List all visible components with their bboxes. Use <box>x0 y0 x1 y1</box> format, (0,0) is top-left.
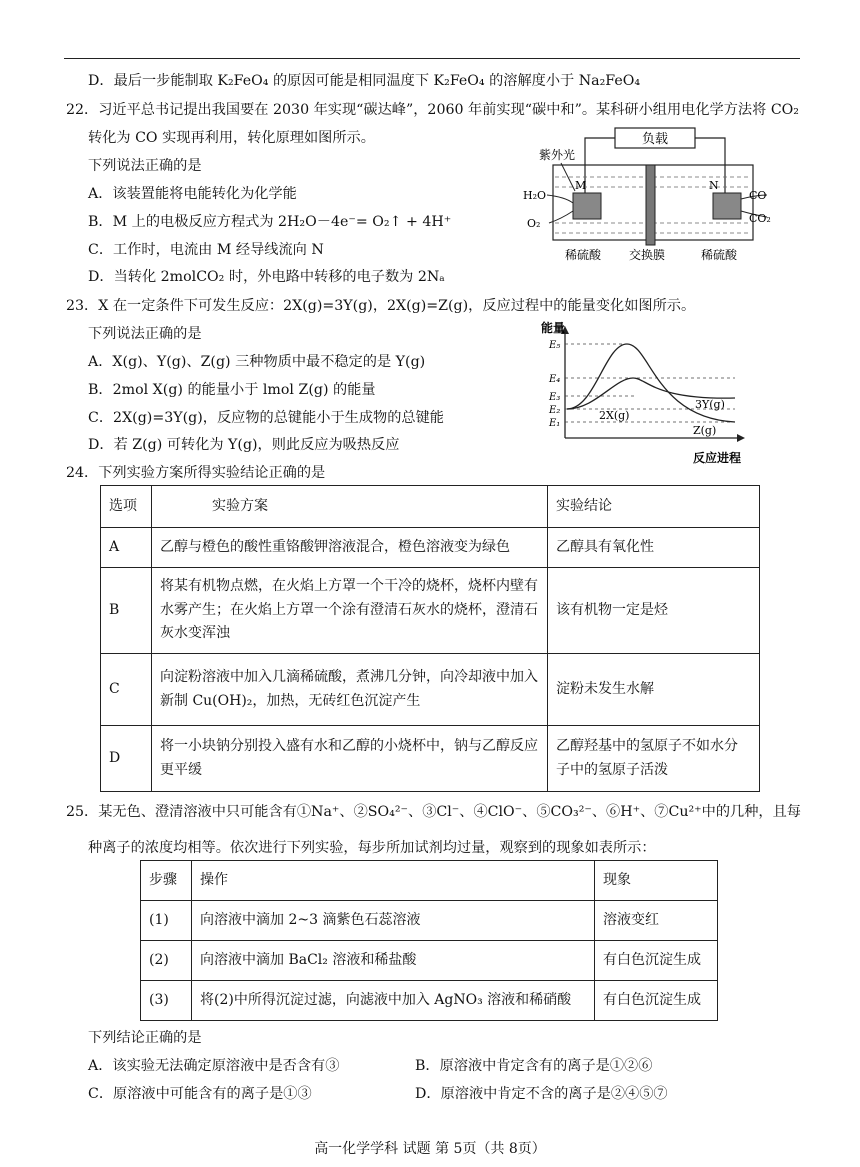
q24-row <box>101 726 760 792</box>
header-rule <box>64 58 800 59</box>
q24-row-opt: B <box>101 568 152 654</box>
o2-label: O₂ <box>527 217 541 230</box>
acid-left-label: 稀硫酸 <box>565 248 602 262</box>
exchange-membrane <box>646 165 655 245</box>
electrolysis-diagram <box>505 125 785 265</box>
q23-option-d[interactable]: D．若 Z(g) 可转化为 Y(g)，则此反应为吸热反应 <box>88 437 400 453</box>
q24-table <box>100 485 760 792</box>
q24-row-conclusion: 该有机物一定是烃 <box>548 568 760 654</box>
q23-stem: 23．X 在一定条件下可发生反应：2X(g)=3Y(g)，2X(g)=Z(g)，反应过程中的能量变化如图所示。 <box>66 298 696 314</box>
q25-header-observation: 现象 <box>595 861 718 901</box>
q22-option-c[interactable]: C．工作时，电流由 M 经导线流向 N <box>88 242 324 258</box>
m-label: M <box>575 179 587 192</box>
q23-option-b[interactable]: B．2mol X(g) 的能量小于 lmol Z(g) 的能量 <box>88 382 376 398</box>
energy-diagram <box>535 318 760 468</box>
co2-label: CO₂ <box>749 212 771 225</box>
acid-right-label: 稀硫酸 <box>701 248 738 262</box>
electrode-m <box>573 193 601 219</box>
q25-row-operation: 向溶液中滴加 2~3 滴紫色石蕊溶液 <box>192 901 595 941</box>
q25-row <box>141 901 718 941</box>
e1-label: E₁ <box>549 418 561 429</box>
q22-option-d[interactable]: D．当转化 2molCO₂ 时，外电路中转移的电子数为 2Nₐ <box>88 269 445 285</box>
q25-row <box>141 941 718 981</box>
q25-stem-line2: 种离子的浓度均相等。依次进行下列实验，每步所加试剂均过量，观察到的现象如表所示： <box>88 840 656 856</box>
q24-row-conclusion: 淀粉未发生水解 <box>548 654 760 726</box>
q24-row-opt: A <box>101 528 152 568</box>
q24-row-plan: 将一小块钠分别投入盛有水和乙醇的小烧杯中，钠与乙醇反应更平缓 <box>152 726 548 792</box>
q24-row <box>101 654 760 726</box>
q24-row-opt: C <box>101 654 152 726</box>
q22-stem-line2: 转化为 CO 实现再利用，转化原理如图所示。 <box>88 130 375 146</box>
n-label: N <box>709 179 719 192</box>
q24-row-plan: 乙醇与橙色的酸性重铬酸钾溶液混合，橙色溶液变为绿色 <box>152 528 548 568</box>
q24-header-plan: 实验方案 <box>152 486 548 528</box>
energy-ylabel: 能量 <box>541 321 566 335</box>
q24-row-opt: D <box>101 726 152 792</box>
q25-ask: 下列结论正确的是 <box>88 1030 202 1046</box>
q23-option-a[interactable]: A．X(g)、Y(g)、Z(g) 三种物质中最不稳定的是 Y(g) <box>88 354 426 370</box>
q24-row <box>101 568 760 654</box>
q23-ask: 下列说法正确的是 <box>88 326 202 342</box>
e3-label: E₃ <box>549 392 561 403</box>
q22-ask: 下列说法正确的是 <box>88 158 202 174</box>
q25-row-step: (2) <box>141 941 192 981</box>
q25-header-operation: 操作 <box>192 861 595 901</box>
q21-option-d: D．最后一步能制取 K₂FeO₄ 的原因可能是相同温度下 K₂FeO₄ 的溶解度小于 Na₂FeO₄ <box>88 73 641 89</box>
load-label: 负载 <box>641 132 669 147</box>
q25-row-step: (1) <box>141 901 192 941</box>
uv-label: 紫外光 <box>539 148 576 162</box>
q24-stem: 24．下列实验方案所得实验结论正确的是 <box>66 465 326 481</box>
z-species-label: Z(g) <box>693 424 717 437</box>
q23-option-c[interactable]: C．2X(g)=3Y(g)，反应物的总键能小于生成物的总键能 <box>88 410 444 426</box>
electrode-n <box>713 193 741 219</box>
q22-stem-line1: 22．习近平总书记提出我国要在 2030 年实现“碳达峰”，2060 年前实现“碳中和”。某科研小组用电化学方法将 CO₂ <box>66 102 799 118</box>
q25-row <box>141 981 718 1021</box>
q25-option-a[interactable]: A．该实验无法确定原溶液中是否含有③ <box>88 1058 340 1074</box>
e2-label: E₂ <box>549 405 561 416</box>
e4-label: E₄ <box>549 374 561 385</box>
y-species-label: 3Y(g) <box>695 398 725 411</box>
q24-header-option: 选项 <box>101 486 152 528</box>
q24-row-conclusion: 乙醇具有氧化性 <box>548 528 760 568</box>
q24-row-plan: 将某有机物点燃，在火焰上方罩一个干冷的烧杯，烧杯内壁有水雾产生；在火焰上方罩一个涂有澄清石灰水的烧杯，澄清石灰水变浑浊 <box>152 568 548 654</box>
q25-table <box>140 860 718 1021</box>
energy-xlabel: 反应进程 <box>693 451 742 465</box>
q25-row-operation: 将(2)中所得沉淀过滤，向滤液中加入 AgNO₃ 溶液和稀硝酸 <box>192 981 595 1021</box>
q24-row-conclusion: 乙醇羟基中的氢原子不如水分子中的氢原子活泼 <box>548 726 760 792</box>
q22-option-a[interactable]: A．该装置能将电能转化为化学能 <box>88 186 297 202</box>
page-footer: 高一化学学科 试题 第 5页（共 8页） <box>314 1141 546 1157</box>
q25-stem-line1: 25．某无色、澄清溶液中只可能含有①Na⁺、②SO₄²⁻、③Cl⁻、④ClO⁻、⑤CO₃²⁻、⑥H⁺、⑦Cu²⁺中的几种，且每 <box>66 804 801 820</box>
q25-row-operation: 向溶液中滴加 BaCl₂ 溶液和稀盐酸 <box>192 941 595 981</box>
e5-label: E₅ <box>549 340 561 351</box>
q24-header-conclusion: 实验结论 <box>548 486 760 528</box>
q25-option-b[interactable]: B．原溶液中肯定含有的离子是①②⑥ <box>415 1058 653 1074</box>
membrane-label: 交换膜 <box>629 248 666 262</box>
q24-row-plan: 向淀粉溶液中加入几滴稀硫酸，煮沸几分钟，向冷却液中加入新制 Cu(OH)₂，加热，无砖红色沉淀产生 <box>152 654 548 726</box>
q24-row <box>101 528 760 568</box>
h2o-label: H₂O <box>523 189 547 202</box>
co-label: CO <box>749 189 767 202</box>
q25-row-observation: 溶液变红 <box>595 901 718 941</box>
q25-header-step: 步骤 <box>141 861 192 901</box>
q25-row-observation: 有白色沉淀生成 <box>595 981 718 1021</box>
q22-option-b[interactable]: B．M 上的电极反应方程式为 2H₂O－4e⁻= O₂↑ + 4H⁺ <box>88 214 452 230</box>
q25-option-d[interactable]: D．原溶液中肯定不含的离子是②④⑤⑦ <box>415 1086 668 1102</box>
q25-row-step: (3) <box>141 981 192 1021</box>
q25-row-observation: 有白色沉淀生成 <box>595 941 718 981</box>
q25-option-c[interactable]: C．原溶液中可能含有的离子是①③ <box>88 1086 312 1102</box>
x-species-label: 2X(g) <box>599 409 630 422</box>
